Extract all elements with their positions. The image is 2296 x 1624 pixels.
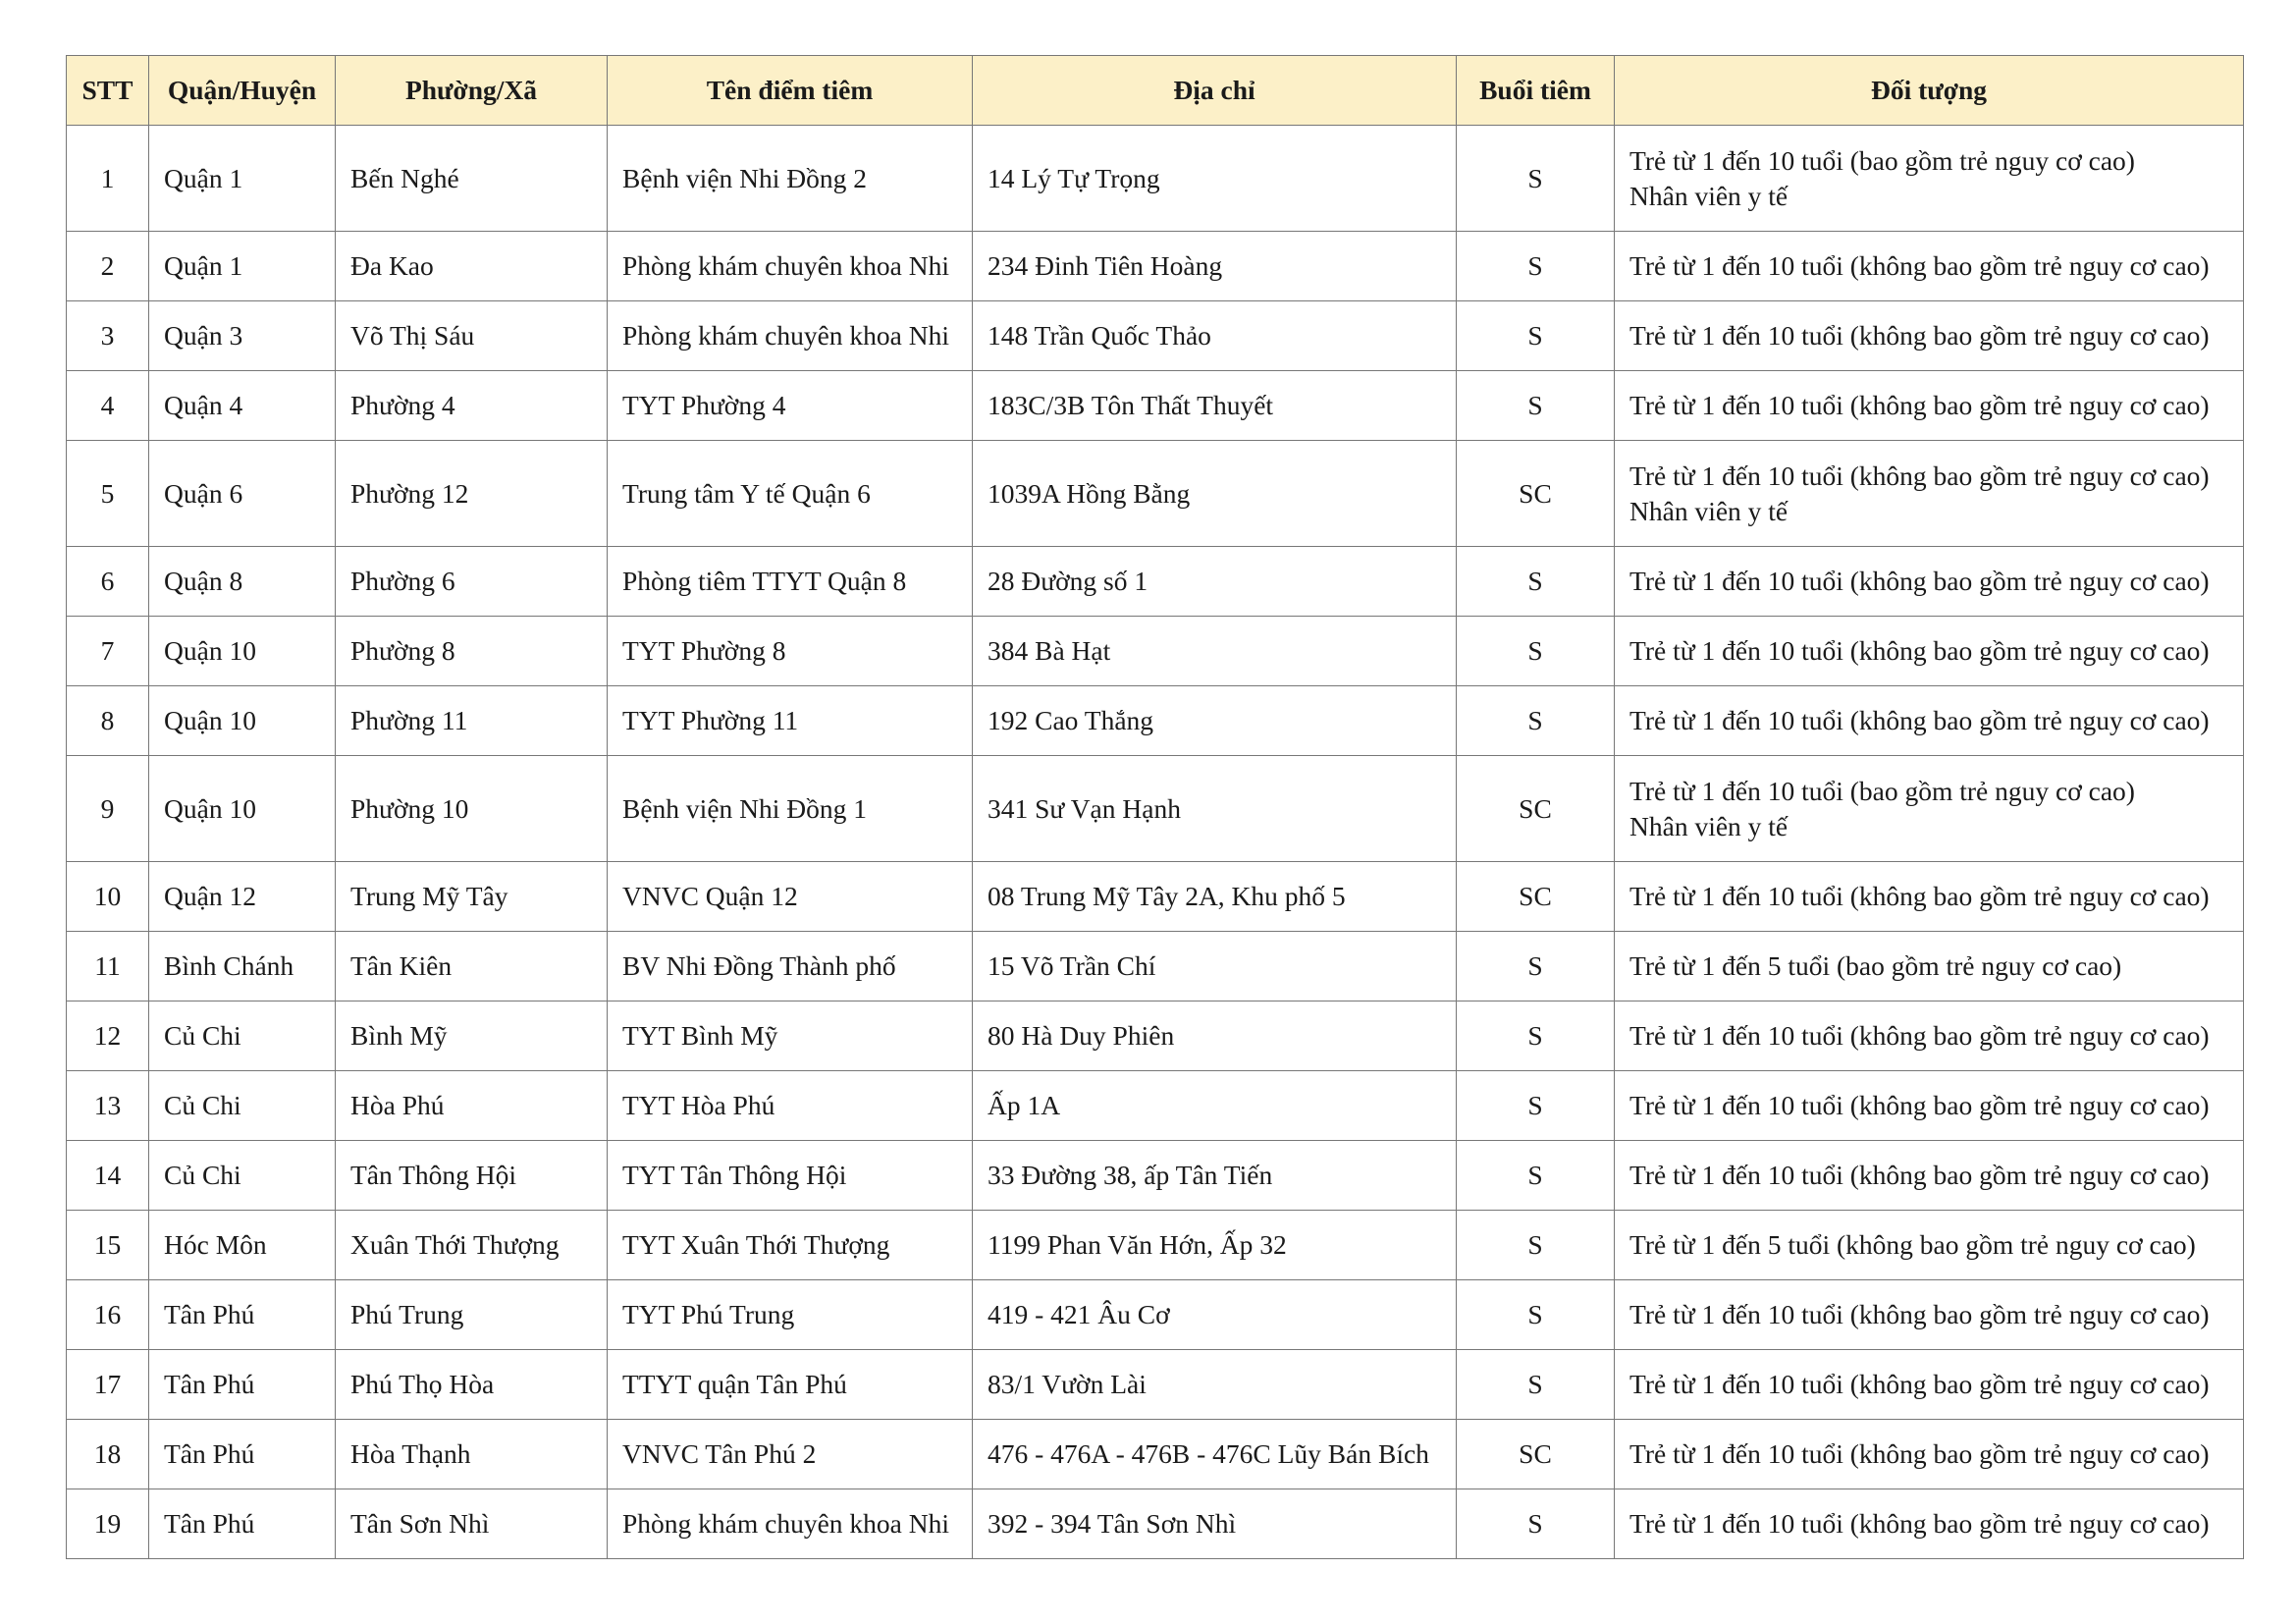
table-row	[67, 756, 2244, 862]
table-row	[67, 371, 2244, 441]
cell-address: 14 Lý Tự Trọng	[973, 126, 1457, 232]
cell-ward: Xuân Thới Thượng	[336, 1211, 608, 1280]
table-row	[67, 1420, 2244, 1489]
target-line: Trẻ từ 1 đến 5 tuổi (bao gồm trẻ nguy cơ cao)	[1629, 950, 2122, 981]
target-line: Trẻ từ 1 đến 10 tuổi (không bao gồm trẻ nguy cơ cao)	[1629, 881, 2210, 911]
cell-district: Bình Chánh	[149, 932, 336, 1001]
cell-stt: 12	[67, 1001, 149, 1071]
cell-stt: 18	[67, 1420, 149, 1489]
cell-session: S	[1457, 547, 1615, 617]
cell-target-group	[1615, 232, 2244, 301]
cell-district: Tân Phú	[149, 1280, 336, 1350]
cell-target-group	[1615, 1489, 2244, 1559]
cell-stt: 16	[67, 1280, 149, 1350]
cell-site-name: Phòng khám chuyên khoa Nhi	[608, 232, 973, 301]
cell-stt: 1	[67, 126, 149, 232]
cell-target-group	[1615, 686, 2244, 756]
cell-session: S	[1457, 1489, 1615, 1559]
table-row	[67, 1071, 2244, 1141]
cell-district: Quận 6	[149, 441, 336, 547]
cell-site-name: Trung tâm Y tế Quận 6	[608, 441, 973, 547]
cell-stt: 5	[67, 441, 149, 547]
cell-address: 234 Đinh Tiên Hoàng	[973, 232, 1457, 301]
cell-address: 183C/3B Tôn Thất Thuyết	[973, 371, 1457, 441]
cell-ward: Tân Sơn Nhì	[336, 1489, 608, 1559]
target-line: Trẻ từ 1 đến 10 tuổi (không bao gồm trẻ nguy cơ cao)	[1629, 390, 2210, 420]
cell-stt: 7	[67, 617, 149, 686]
target-line: Trẻ từ 1 đến 10 tuổi (không bao gồm trẻ nguy cơ cao)	[1629, 1369, 2210, 1399]
table-row	[67, 862, 2244, 932]
cell-district: Hóc Môn	[149, 1211, 336, 1280]
cell-site-name: TYT Phường 8	[608, 617, 973, 686]
cell-session: S	[1457, 1280, 1615, 1350]
cell-ward: Phường 12	[336, 441, 608, 547]
cell-session: S	[1457, 1071, 1615, 1141]
cell-address: 192 Cao Thắng	[973, 686, 1457, 756]
target-line: Trẻ từ 1 đến 10 tuổi (bao gồm trẻ nguy cơ cao)	[1629, 775, 2135, 806]
cell-site-name: TTYT quận Tân Phú	[608, 1350, 973, 1420]
cell-ward: Phú Thọ Hòa	[336, 1350, 608, 1420]
cell-stt: 4	[67, 371, 149, 441]
cell-target-group	[1615, 1211, 2244, 1280]
cell-target-group	[1615, 126, 2244, 232]
cell-address: 419 - 421 Âu Cơ	[973, 1280, 1457, 1350]
cell-ward: Phường 8	[336, 617, 608, 686]
cell-site-name: TYT Xuân Thới Thượng	[608, 1211, 973, 1280]
cell-address: 341 Sư Vạn Hạnh	[973, 756, 1457, 862]
cell-session: S	[1457, 371, 1615, 441]
cell-target-group	[1615, 301, 2244, 371]
header-row	[67, 56, 2244, 126]
target-line: Trẻ từ 1 đến 10 tuổi (không bao gồm trẻ nguy cơ cao)	[1629, 705, 2210, 735]
cell-target-group	[1615, 862, 2244, 932]
cell-address: 28 Đường số 1	[973, 547, 1457, 617]
cell-address: 476 - 476A - 476B - 476C Lũy Bán Bích	[973, 1420, 1457, 1489]
table-row	[67, 617, 2244, 686]
cell-district: Tân Phú	[149, 1489, 336, 1559]
cell-site-name: TYT Phường 11	[608, 686, 973, 756]
target-line: Nhân viên y tế	[1629, 495, 1789, 526]
cell-ward: Hòa Thạnh	[336, 1420, 608, 1489]
cell-session: S	[1457, 686, 1615, 756]
cell-site-name: TYT Bình Mỹ	[608, 1001, 973, 1071]
cell-address: 33 Đường 38, ấp Tân Tiến	[973, 1141, 1457, 1211]
table-body	[67, 126, 2244, 1559]
cell-site-name: Bệnh viện Nhi Đồng 2	[608, 126, 973, 232]
table-row	[67, 547, 2244, 617]
cell-site-name: BV Nhi Đồng Thành phố	[608, 932, 973, 1001]
target-line: Trẻ từ 1 đến 10 tuổi (không bao gồm trẻ nguy cơ cao)	[1629, 1508, 2210, 1539]
table-row	[67, 126, 2244, 232]
cell-stt: 19	[67, 1489, 149, 1559]
cell-target-group	[1615, 756, 2244, 862]
target-line: Trẻ từ 1 đến 10 tuổi (không bao gồm trẻ nguy cơ cao)	[1629, 1299, 2210, 1329]
cell-site-name: TYT Phú Trung	[608, 1280, 973, 1350]
target-line: Trẻ từ 1 đến 10 tuổi (không bao gồm trẻ nguy cơ cao)	[1629, 460, 2210, 491]
cell-session: S	[1457, 1141, 1615, 1211]
cell-session: S	[1457, 1350, 1615, 1420]
cell-site-name: VNVC Tân Phú 2	[608, 1420, 973, 1489]
cell-address: 83/1 Vườn Lài	[973, 1350, 1457, 1420]
cell-site-name: TYT Tân Thông Hội	[608, 1141, 973, 1211]
cell-stt: 10	[67, 862, 149, 932]
cell-session: S	[1457, 232, 1615, 301]
table-row	[67, 686, 2244, 756]
header-target: Đối tượng	[1615, 56, 2244, 126]
table-row	[67, 1350, 2244, 1420]
cell-address: Ấp 1A	[973, 1071, 1457, 1141]
cell-district: Quận 12	[149, 862, 336, 932]
cell-session: SC	[1457, 756, 1615, 862]
table-header	[67, 56, 2244, 126]
header-address: Địa chỉ	[973, 56, 1457, 126]
cell-session: S	[1457, 932, 1615, 1001]
target-line: Nhân viên y tế	[1629, 810, 1789, 841]
cell-stt: 9	[67, 756, 149, 862]
cell-stt: 15	[67, 1211, 149, 1280]
cell-stt: 6	[67, 547, 149, 617]
cell-ward: Phường 10	[336, 756, 608, 862]
header-session: Buổi tiêm	[1457, 56, 1615, 126]
cell-target-group	[1615, 547, 2244, 617]
cell-district: Củ Chi	[149, 1071, 336, 1141]
cell-site-name: Phòng khám chuyên khoa Nhi	[608, 1489, 973, 1559]
cell-session: S	[1457, 126, 1615, 232]
table-row	[67, 1001, 2244, 1071]
cell-district: Tân Phú	[149, 1350, 336, 1420]
cell-ward: Trung Mỹ Tây	[336, 862, 608, 932]
cell-session: SC	[1457, 862, 1615, 932]
cell-target-group	[1615, 1350, 2244, 1420]
cell-ward: Phường 4	[336, 371, 608, 441]
cell-ward: Tân Thông Hội	[336, 1141, 608, 1211]
cell-ward: Đa Kao	[336, 232, 608, 301]
cell-district: Tân Phú	[149, 1420, 336, 1489]
cell-site-name: Phòng khám chuyên khoa Nhi	[608, 301, 973, 371]
target-line: Trẻ từ 1 đến 10 tuổi (bao gồm trẻ nguy cơ cao)	[1629, 144, 2135, 176]
table-row	[67, 1280, 2244, 1350]
cell-district: Quận 8	[149, 547, 336, 617]
cell-district: Quận 3	[149, 301, 336, 371]
cell-site-name: Phòng tiêm TTYT Quận 8	[608, 547, 973, 617]
cell-session: S	[1457, 1001, 1615, 1071]
cell-stt: 11	[67, 932, 149, 1001]
cell-session: S	[1457, 1211, 1615, 1280]
cell-target-group	[1615, 617, 2244, 686]
cell-district: Củ Chi	[149, 1001, 336, 1071]
cell-address: 392 - 394 Tân Sơn Nhì	[973, 1489, 1457, 1559]
cell-district: Quận 4	[149, 371, 336, 441]
target-line: Trẻ từ 1 đến 10 tuổi (không bao gồm trẻ nguy cơ cao)	[1629, 1160, 2210, 1190]
table-row	[67, 301, 2244, 371]
cell-target-group	[1615, 1420, 2244, 1489]
table-row	[67, 1211, 2244, 1280]
cell-session: S	[1457, 617, 1615, 686]
cell-target-group	[1615, 441, 2244, 547]
cell-stt: 14	[67, 1141, 149, 1211]
target-line: Trẻ từ 1 đến 10 tuổi (không bao gồm trẻ nguy cơ cao)	[1629, 1090, 2210, 1120]
cell-district: Củ Chi	[149, 1141, 336, 1211]
table-row	[67, 232, 2244, 301]
target-line: Trẻ từ 1 đến 10 tuổi (không bao gồm trẻ nguy cơ cao)	[1629, 566, 2210, 596]
cell-target-group	[1615, 1001, 2244, 1071]
table-row	[67, 932, 2244, 1001]
cell-district: Quận 10	[149, 617, 336, 686]
target-line: Nhân viên y tế	[1629, 180, 1789, 211]
target-line: Trẻ từ 1 đến 10 tuổi (không bao gồm trẻ nguy cơ cao)	[1629, 1438, 2210, 1469]
header-stt: STT	[67, 56, 149, 126]
cell-session: SC	[1457, 441, 1615, 547]
header-ward: Phường/Xã	[336, 56, 608, 126]
vaccination-site-table	[66, 55, 2244, 1559]
cell-district: Quận 10	[149, 686, 336, 756]
target-line: Trẻ từ 1 đến 10 tuổi (không bao gồm trẻ nguy cơ cao)	[1629, 635, 2210, 666]
table-row	[67, 1489, 2244, 1559]
cell-address: 80 Hà Duy Phiên	[973, 1001, 1457, 1071]
target-line: Trẻ từ 1 đến 10 tuổi (không bao gồm trẻ nguy cơ cao)	[1629, 250, 2210, 281]
cell-site-name: TYT Phường 4	[608, 371, 973, 441]
cell-site-name: VNVC Quận 12	[608, 862, 973, 932]
cell-address: 08 Trung Mỹ Tây 2A, Khu phố 5	[973, 862, 1457, 932]
cell-site-name: TYT Hòa Phú	[608, 1071, 973, 1141]
cell-stt: 13	[67, 1071, 149, 1141]
cell-ward: Võ Thị Sáu	[336, 301, 608, 371]
cell-target-group	[1615, 1141, 2244, 1211]
cell-ward: Phường 11	[336, 686, 608, 756]
document-page	[66, 55, 2243, 1559]
cell-target-group	[1615, 932, 2244, 1001]
cell-target-group	[1615, 1280, 2244, 1350]
target-line: Trẻ từ 1 đến 5 tuổi (không bao gồm trẻ nguy cơ cao)	[1629, 1229, 2196, 1260]
cell-stt: 8	[67, 686, 149, 756]
cell-ward: Tân Kiên	[336, 932, 608, 1001]
cell-stt: 17	[67, 1350, 149, 1420]
cell-address: 148 Trần Quốc Thảo	[973, 301, 1457, 371]
cell-ward: Bến Nghé	[336, 126, 608, 232]
header-site: Tên điểm tiêm	[608, 56, 973, 126]
cell-address: 1199 Phan Văn Hớn, Ấp 32	[973, 1211, 1457, 1280]
cell-ward: Phường 6	[336, 547, 608, 617]
target-line: Trẻ từ 1 đến 10 tuổi (không bao gồm trẻ nguy cơ cao)	[1629, 1020, 2210, 1051]
cell-address: 1039A Hồng Bằng	[973, 441, 1457, 547]
cell-ward: Hòa Phú	[336, 1071, 608, 1141]
table-row	[67, 1141, 2244, 1211]
cell-ward: Phú Trung	[336, 1280, 608, 1350]
cell-address: 15 Võ Trần Chí	[973, 932, 1457, 1001]
cell-site-name: Bệnh viện Nhi Đồng 1	[608, 756, 973, 862]
cell-stt: 2	[67, 232, 149, 301]
cell-ward: Bình Mỹ	[336, 1001, 608, 1071]
cell-stt: 3	[67, 301, 149, 371]
cell-district: Quận 1	[149, 232, 336, 301]
header-district: Quận/Huyện	[149, 56, 336, 126]
cell-district: Quận 10	[149, 756, 336, 862]
cell-district: Quận 1	[149, 126, 336, 232]
cell-session: SC	[1457, 1420, 1615, 1489]
target-line: Trẻ từ 1 đến 10 tuổi (không bao gồm trẻ nguy cơ cao)	[1629, 320, 2210, 351]
cell-target-group	[1615, 371, 2244, 441]
cell-target-group	[1615, 1071, 2244, 1141]
cell-address: 384 Bà Hạt	[973, 617, 1457, 686]
cell-session: S	[1457, 301, 1615, 371]
table-row	[67, 441, 2244, 547]
